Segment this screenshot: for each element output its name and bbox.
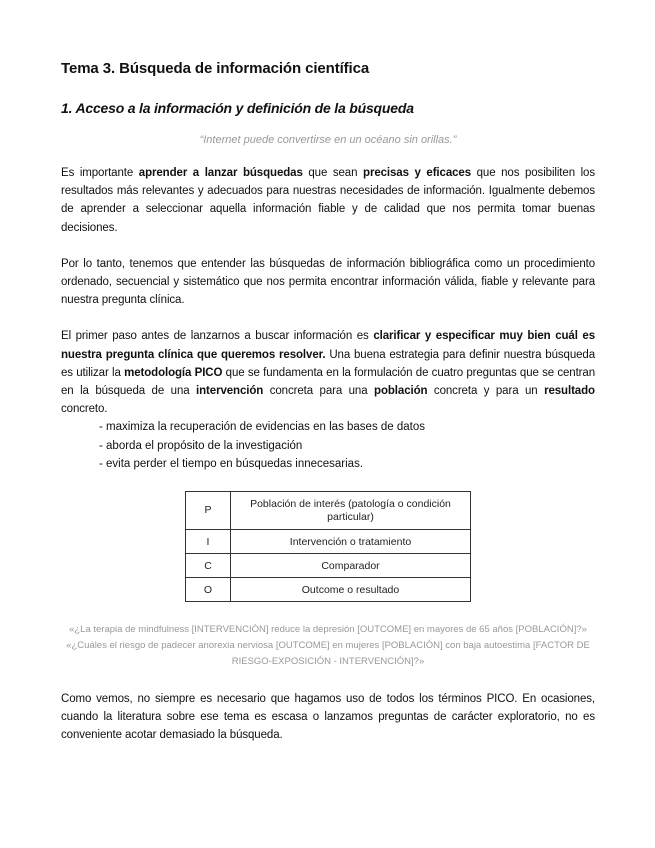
section-title: 1. Acceso a la información y definición de la búsqueda	[61, 100, 414, 116]
p3-seg: clarificar y especificar muy bien cuál es nuestra pregunta clínica que queremos resolver.	[61, 330, 596, 361]
p1-seg: que nos posibiliten los resultados más relevantes y adecuados para nuestras necesidades de información. Igualmente debemos de aprender a seleccionar aquella información fiable y de calidad que nos permita tomar buenas decisiones.	[61, 167, 595, 234]
p3-seg: intervención	[196, 385, 264, 398]
example-questions	[61, 622, 595, 670]
p1-seg: que sean	[302, 167, 364, 179]
table-row	[186, 554, 471, 578]
epigraph-quote: “Internet puede convertirse en un océano sin orillas.”	[199, 134, 457, 146]
closing-paragraph: Como vemos, no siempre es necesario que hagamos uso de todos los términos PICO. En ocasiones, cuando la literatura sobre ese tema es escasa o lanzamos preguntas de carácter exploratorio, no es conveniente acotar demasiado la búsqueda.	[61, 693, 595, 742]
pico-value: Población de interés (patología o condición particular)	[231, 492, 471, 530]
table-row	[186, 530, 471, 554]
table-row	[186, 492, 471, 530]
p3-seg: concreta para una	[263, 385, 375, 398]
p1-seg: precisas y eficaces	[363, 167, 471, 179]
pico-key: O	[186, 578, 231, 602]
pico-key: C	[186, 554, 231, 578]
p3-seg: concreta y para un	[427, 385, 545, 398]
p3-seg: resultado	[544, 385, 595, 398]
p1-seg: aprender a lanzar búsquedas	[138, 167, 303, 179]
paragraph-2	[61, 255, 595, 310]
document-title: Tema 3. Búsqueda de información científica	[61, 60, 370, 77]
p3-seg: concreto.	[61, 403, 108, 416]
pico-value: Comparador	[231, 554, 471, 578]
pico-value: Outcome o resultado	[231, 578, 471, 602]
document-page	[61, 60, 595, 763]
paragraph-1	[61, 164, 595, 237]
table-row	[186, 578, 471, 602]
pico-table	[185, 491, 471, 602]
list-item: - aborda el propósito de la investigación	[99, 437, 595, 455]
p3-seg: población	[374, 385, 428, 398]
example-question: «¿Cuáles el riesgo de padecer anorexia nerviosa [OUTCOME] en mujeres [POBLACIÓN] con baja autoestima [FACTOR DE RIESGO-EXPOSICIÓN - INTERVENCIÓN]?»	[66, 640, 590, 668]
p3-seg: El primer paso antes de lanzarnos a buscar información es	[61, 330, 374, 343]
pico-key: I	[186, 530, 231, 554]
list-item: - maximiza la recuperación de evidencias en las bases de datos	[99, 418, 595, 436]
pico-value: Intervención o tratamiento	[231, 530, 471, 554]
p2-seg: Por lo tanto, tenemos que entender las búsquedas de información bibliográfica como un procedimiento ordenado, secuencial y sistemático que nos permita encontrar información válida, fiable y relevante para nuestra pregunta clínica.	[61, 257, 595, 307]
paragraph-3	[61, 327, 595, 418]
benefits-list	[99, 418, 595, 473]
p1-seg: Es importante	[61, 167, 139, 179]
p3-seg: que se fundamenta en la formulación de cuatro preguntas que se centran en la búsqueda de una	[61, 366, 596, 398]
pico-key: P	[186, 492, 231, 530]
list-item: - evita perder el tiempo en búsquedas innecesarias.	[99, 455, 595, 473]
p3-seg: metodología PICO	[124, 366, 223, 379]
p3-seg: Una buena estrategia para definir nuestra búsqueda es utilizar la	[61, 348, 596, 379]
example-question: «¿La terapia de mindfulness [INTERVENCIÓN] reduce la depresión [OUTCOME] en mayores de 65 años [POBLACIÓN]?»	[69, 624, 587, 636]
